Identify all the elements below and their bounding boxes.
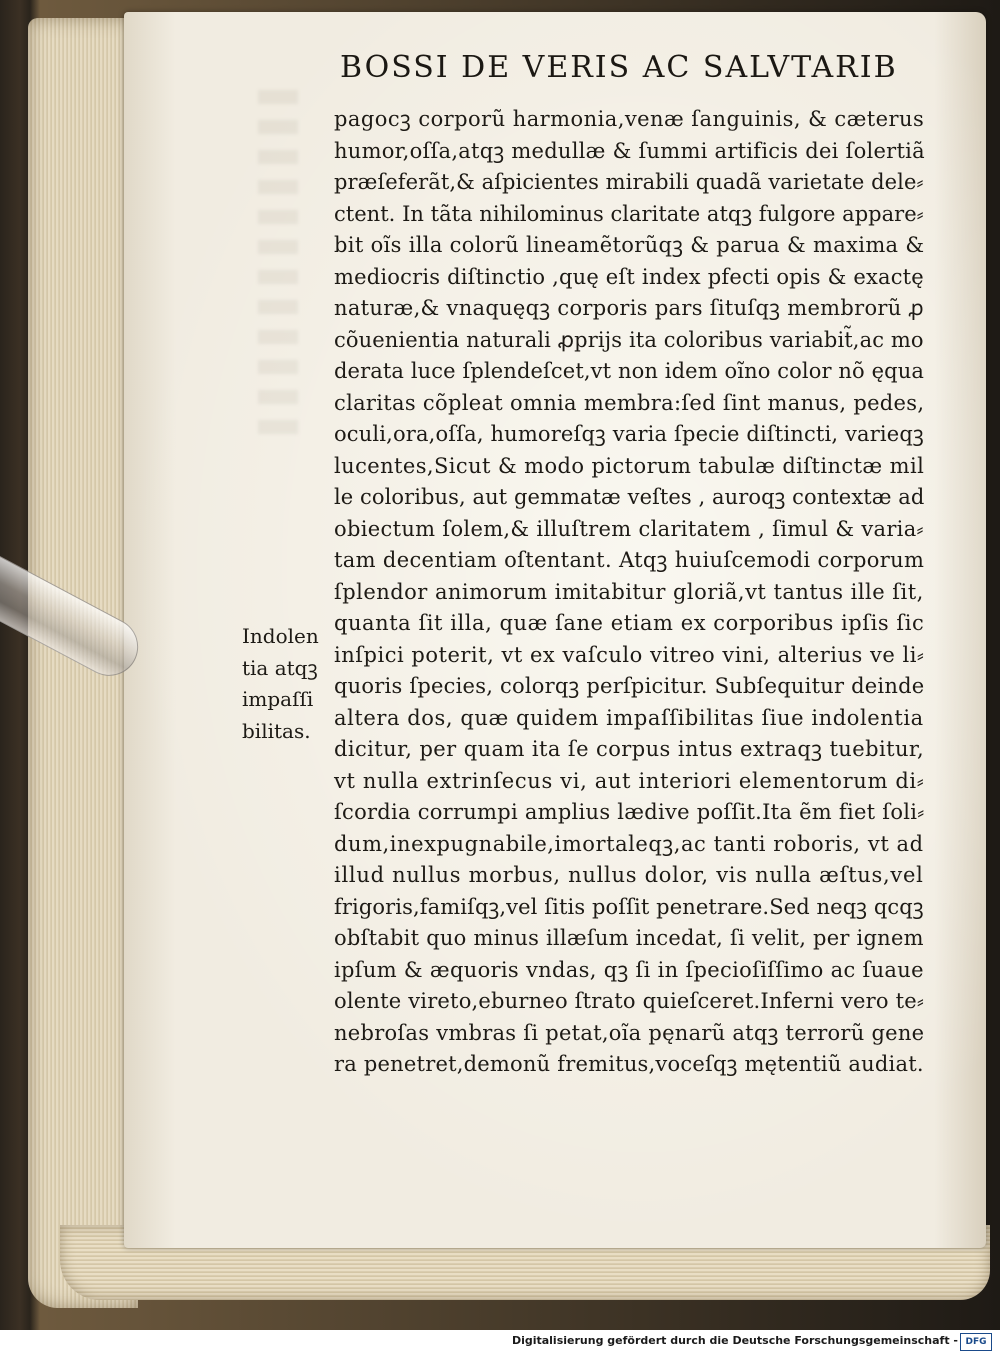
marginal-note-line: bilitas.: [242, 718, 311, 743]
text-line: altera dos, quæ quidem impaſſibilitas ſiue indolentia: [334, 705, 924, 730]
footer-credit: Digitalisierung gefördert durch die Deutsche Forschungsgemeinschaft -: [511, 1334, 958, 1347]
text-line: claritas cõpleat omnia membra:ſed ſint manus, pedes,: [334, 390, 925, 415]
text-line: le coloribus, aut gemmatæ veſtes , auroqꝫ contextæ ad: [334, 485, 925, 509]
marginal-note-line: Indolen: [242, 624, 319, 648]
marginal-note: [242, 621, 332, 747]
text-line: vt nulla extrinſecus vi, aut interiori elementorum di⸗: [334, 768, 925, 793]
text-line: tam decentiam oſtentant. Atqꝫ huiuſcemodi corporum: [334, 548, 925, 572]
text-line: quoris ſpecies, colorqꝫ perſpicitur. Subſequitur deinde: [334, 674, 925, 698]
text-line: obiectum ſolem,& illuſtrem claritatem , ſimul & varia⸗: [334, 516, 924, 541]
text-line: frigoris,famiſqꝫ,vel ſitis poſſit penetrare.Sed neqꝫ qcqꝫ: [334, 894, 924, 919]
text-line: inſpici poterit, vt ex vaſculo vitreo vini, alterius ve li⸗: [334, 642, 925, 667]
text-line: dum,inexpugnabile,imortaleqꝫ,ac tanti roboris, vt ad: [334, 831, 924, 856]
text-line: dicitur, per quam ita ſe corpus intus extraqꝫ tuebitur,: [334, 737, 925, 761]
text-line: præſeferãt,& aſpicientes mirabili quadã varietate dele⸗: [334, 170, 924, 194]
marginal-note-line: impaſſi: [242, 687, 314, 711]
text-line: bit oĩs illa colorũ lineamẽtorũqꝫ & parua & maxima &: [334, 233, 925, 257]
text-line: humor,oſſa,atqꝫ medullæ & ſummi artificis dei ſolertiã: [334, 138, 925, 163]
footer-bar: [0, 1330, 1000, 1353]
text-line: obſtabit quo minus illæſum incedat, ſi velit, per ignem: [334, 926, 924, 950]
show-through-ink: [258, 90, 298, 450]
text-line: mediocris diſtinctio ,quę eſt index pfecti opis & exactę: [334, 264, 924, 289]
text-line: lucentes,Sicut & modo pictorum tabulæ diſtinctæ mil: [334, 453, 925, 478]
text-line: ipſum & æquoris vndas, qꝫ ſi in ſpecioſiſſimo ac ſuaue: [334, 957, 924, 982]
text-line: oculi,ora,oſſa, humoreſqꝫ varia ſpecie diſtincti, varieqꝫ: [334, 422, 924, 446]
text-line: ra penetret,demonũ fremitus,voceſqꝫ mętentiũ audiat.: [334, 1052, 924, 1076]
text-line: ctent. In tãta nihilominus claritate atqꝫ fulgore appare⸗: [334, 201, 924, 226]
body-text: [334, 104, 924, 1081]
text-line: illud nullus morbus, nullus dolor, vis nulla æſtus,vel: [334, 863, 924, 887]
running-title: BOSSI DE VERIS AC SALVTARIB: [340, 50, 898, 85]
text-line: naturæ,& vnaquęqꝫ corporis pars ſituſqꝫ membrorũ ꝓ: [334, 296, 924, 320]
text-line: olente vireto,eburneo ſtrato quieſceret.Inferni vero te⸗: [334, 989, 925, 1013]
text-line: quanta ſit illa, quæ ſane etiam ex corporibus ipſis ſic: [334, 611, 925, 635]
text-line: derata luce ſplendeſcet,vt non idem oĩno color nõ ęqua: [334, 359, 924, 383]
text-line: ſplendor animorum imitabitur gloriã,vt tantus ille ſit,: [334, 579, 924, 604]
text-line: pagocꝫ corporũ harmonia,venæ ſanguinis, & cæterus: [334, 107, 925, 131]
text-line: cõuenientia naturali ꝓprijs ita coloribus variabit̃,ac mo: [334, 327, 924, 352]
dfg-logo-icon: DFG: [960, 1333, 992, 1351]
text-line: nebroſas vmbras ſi petat,oĩa pęnarũ atqꝫ terrorũ gene: [334, 1020, 925, 1045]
marginal-note-line: tia atqꝫ: [242, 655, 318, 680]
text-line: ſcordia corrumpi amplius lædive poſſit.Ita ẽm fiet ſoli⸗: [334, 800, 925, 824]
